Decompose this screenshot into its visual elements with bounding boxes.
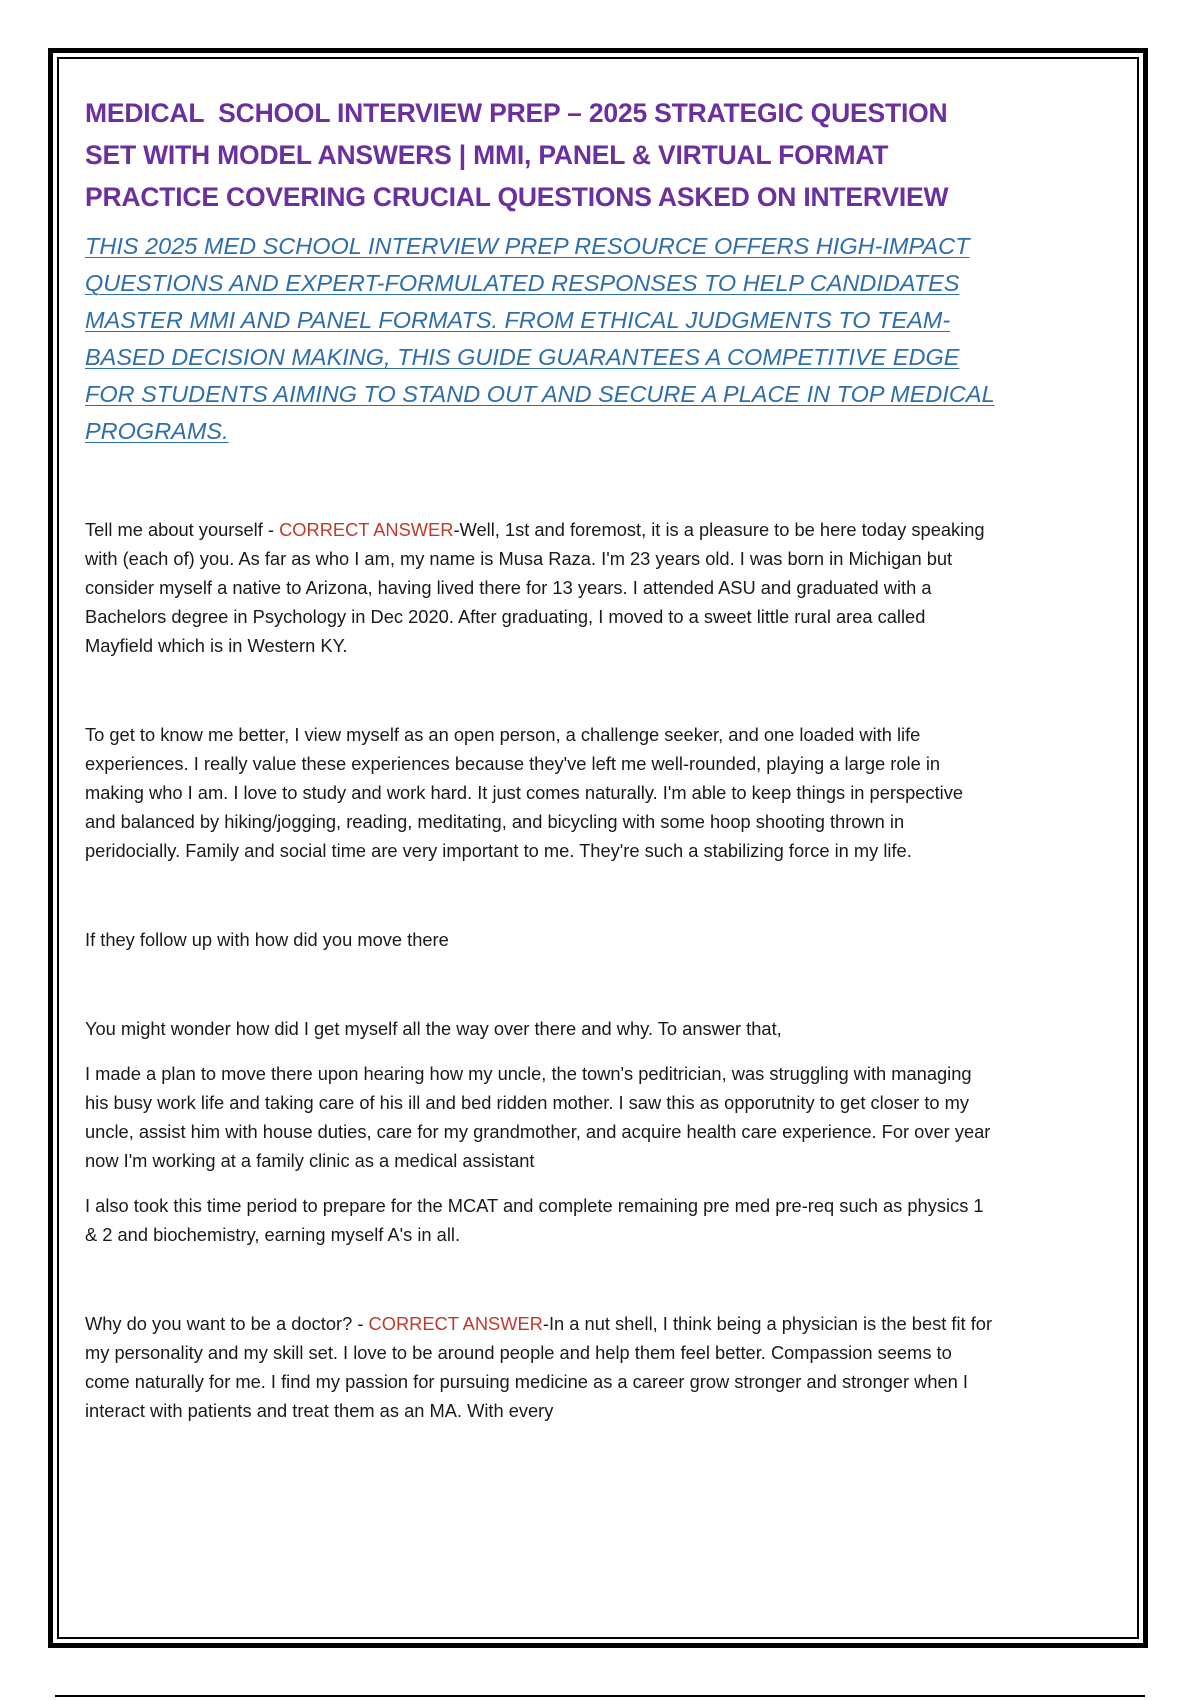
- paragraph-follow-up: If they follow up with how did you move there: [85, 929, 449, 950]
- document-subtitle: THIS 2025 MED SCHOOL INTERVIEW PREP RESOURCE OFFERS HIGH-IMPACT QUESTIONS AND EXPERT-FORMULATED RESPONSES TO HELP CANDIDATES MASTER MMI AND PANEL FORMATS. FROM ETHICAL JUDGMENTS TO TEAM-BASED DECISION MAKING, THIS GUIDE GUARANTEES A COMPETITIVE EDGE FOR STUDENTS AIMING TO STAND OUT AND SECURE A PLACE IN TOP MEDICAL PROGRAMS.: [85, 233, 995, 444]
- paragraph-mcat-prep: I also took this time period to prepare for the MCAT and complete remaining pre med pre-req such as physics 1 & 2 and biochemistry, earning myself A's in all.: [85, 1195, 984, 1245]
- paragraph-why-move: You might wonder how did I get myself all the way over there and why. To answer that,: [85, 1018, 782, 1039]
- answer-text: -Well, 1st and foremost, it is a pleasure to be here today speaking with (each of) you. As far as who I am, my name is Musa Raza. I'm 23 years old. I was born in Michigan but consider myself a native to Arizona, having lived there for 13 years. I attended ASU and graduated with a Bachelors degree in Psychology in Dec 2020. After graduating, I moved to a sweet little rural area called Mayfield which is in Western KY.: [85, 519, 985, 656]
- correct-answer-label: CORRECT ANSWER: [279, 519, 454, 540]
- correct-answer-label: CORRECT ANSWER: [368, 1313, 543, 1334]
- question-text: Tell me about yourself -: [85, 519, 280, 540]
- answer-text: -In a nut shell, I think being a physician is the best fit for my personality and my skill set. I love to be around people and help them feel better. Compassion seems to come naturally for me. I find my passion for pursuing medicine as a career grow stronger and stronger when I interact with patients and treat them as an MA. With every: [85, 1313, 993, 1421]
- qa-item-tell-me-about-yourself: [85, 515, 997, 660]
- qa-section: [85, 515, 997, 1425]
- paragraph-uncle-plan: I made a plan to move there upon hearing how my uncle, the town's peditrician, was struggling with managing his busy work life and taking care of his ill and bed ridden mother. I saw this as opporutnity to get closer to my uncle, assist him with house duties, care for my grandmother, and acquire health care experience. For over year now I'm working at a family clinic as a medical assistant: [85, 1063, 991, 1171]
- question-text: Why do you want to be a doctor? -: [85, 1313, 369, 1334]
- paragraph-open-person: To get to know me better, I view myself as an open person, a challenge seeker, and one loaded with life experiences. I really value these experiences because they've left me well-rounded, playing a large role in making who I am. I love to study and work hard. It just comes naturally. I'm able to keep things in perspective and balanced by hiking/jogging, reading, meditating, and bicycling with some hoop shooting thrown in peridocially. Family and social time are very important to me. They're such a stabilizing force in my life.: [85, 724, 964, 861]
- document-content: [85, 92, 997, 1425]
- qa-item-why-doctor: [85, 1309, 997, 1425]
- document-title: MEDICAL SCHOOL INTERVIEW PREP – 2025 STRATEGIC QUESTION SET WITH MODEL ANSWERS | MMI, PANEL & VIRTUAL FORMAT PRACTICE COVERING CRUCIAL QUESTIONS ASKED ON INTERVIEW: [85, 98, 955, 212]
- page-separator-line: [55, 1695, 1145, 1697]
